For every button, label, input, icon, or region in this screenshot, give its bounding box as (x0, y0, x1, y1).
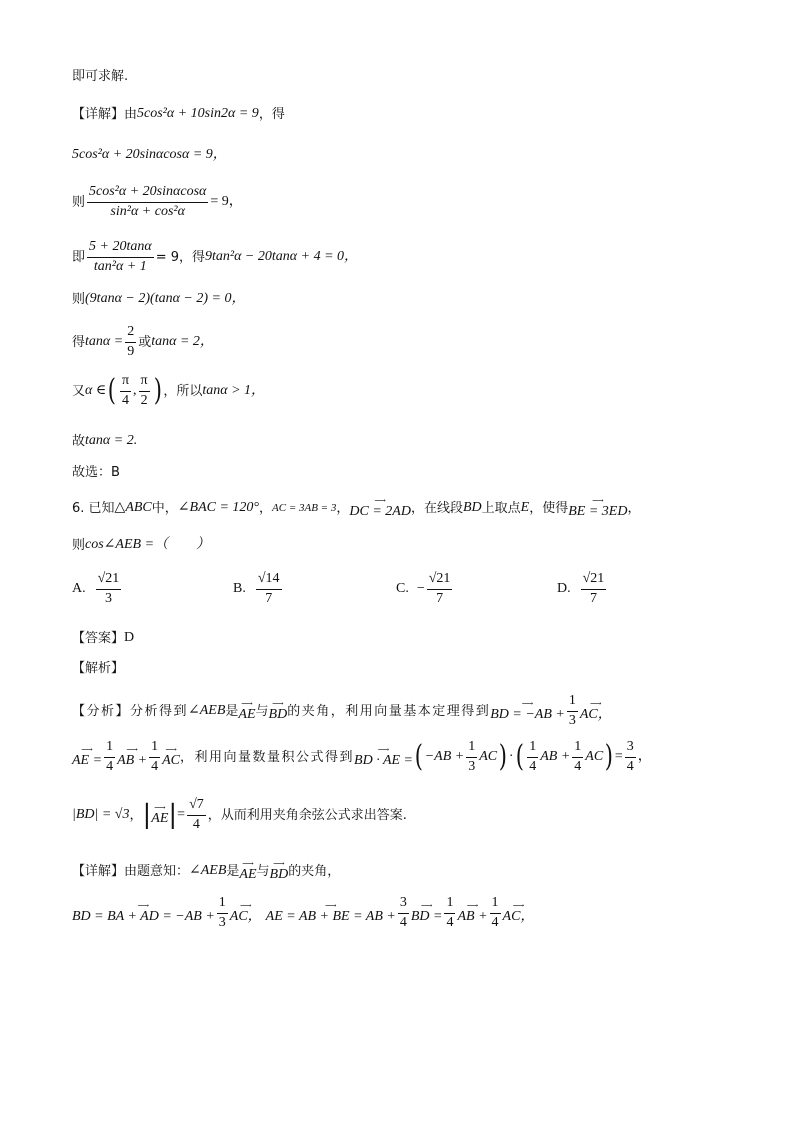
vector-arrow: ⟶ (325, 901, 337, 911)
numerator: √14 (256, 572, 282, 590)
analysis-heading (72, 662, 124, 675)
denominator: 4 (626, 758, 634, 774)
numerator: 1 (572, 740, 583, 758)
vector (269, 700, 288, 722)
vector (151, 804, 168, 826)
vector (117, 746, 147, 768)
equation: = 9， (210, 194, 243, 210)
text-line (72, 70, 128, 83)
vector-arrow: ⟶ (592, 496, 604, 505)
vector-arrow: ⟶ (512, 901, 525, 911)
option-label: C. (396, 581, 409, 597)
vector-equation (72, 746, 102, 768)
vector (239, 860, 256, 882)
fraction (139, 374, 150, 408)
fraction (87, 185, 208, 219)
norm: |BD| = √3 (72, 807, 130, 823)
numerator: 1 (217, 896, 228, 914)
point: E (520, 500, 530, 515)
vector-text: AE = (72, 753, 103, 769)
fraction (490, 896, 501, 930)
vector-arrow: ⟶ (154, 803, 166, 813)
denominator: 3 (104, 590, 112, 606)
option-a[interactable] (72, 572, 123, 606)
left-paren: ( (515, 739, 524, 775)
left-paren: ( (107, 373, 117, 409)
text: 则 (72, 194, 86, 210)
choice-result: 故选：B (72, 465, 120, 480)
vector (230, 902, 262, 924)
vector-equation (72, 902, 215, 924)
vector-arrow: ⟶ (81, 745, 93, 755)
fraction (217, 896, 228, 930)
text: 与 (256, 863, 270, 879)
equation: 5cos²α + 10sin2α = 9 (137, 106, 259, 121)
text: ，所以 (163, 383, 203, 399)
text: 的夹角，利用向量基本定理得到 (287, 703, 491, 719)
analysis-label: 【解析】 (72, 661, 125, 676)
vector-text: AE (151, 811, 169, 827)
fraction (104, 740, 115, 774)
text: ，在线段 (410, 500, 463, 516)
denominator: 4 (491, 914, 499, 930)
analysis-line (72, 740, 652, 774)
denominator: 4 (399, 914, 407, 930)
analysis-line (72, 798, 407, 832)
expr: AB + (540, 749, 571, 765)
numerator: √21 (581, 572, 607, 590)
comma: , (133, 383, 137, 399)
equation: 9tan²α − 20tanα + 4 = 0， (205, 249, 359, 265)
comma: ， (637, 749, 652, 765)
fraction (149, 740, 160, 774)
vector-product (354, 746, 413, 768)
detail-line (72, 896, 534, 930)
equation-line (72, 374, 265, 408)
numerator: 1 (444, 896, 455, 914)
equation-line (72, 148, 227, 162)
text: ， (627, 500, 641, 516)
angle: ∠BAC = 120° (177, 500, 259, 515)
text: 即 (72, 249, 86, 265)
detail-label: 【详解】由 (72, 106, 138, 122)
vector-equation (349, 497, 411, 519)
equals: = (614, 749, 623, 765)
text: 故 (72, 433, 86, 449)
expr: −AB + (424, 749, 465, 765)
angle: ∠AEB (189, 863, 227, 878)
vector-text: AC (162, 753, 181, 769)
abs-bar: | (142, 800, 152, 831)
vector-arrow: ⟶ (272, 699, 284, 709)
text: 或 (138, 334, 152, 350)
vector-arrow: ⟶ (590, 699, 602, 709)
numerator: 1 (149, 740, 160, 758)
denominator: 7 (265, 590, 273, 606)
vector-text: BD (268, 707, 288, 723)
answer-value: D (124, 630, 135, 645)
fraction (625, 740, 636, 774)
fraction (96, 572, 122, 606)
vector (457, 902, 487, 924)
vector-text: BD = (410, 909, 443, 925)
vector-equation (490, 700, 565, 722)
vector-text: BD = BA + AD = −AB + (72, 909, 215, 925)
equation-line (72, 240, 358, 274)
text: 的夹角， (288, 863, 341, 879)
text: 【分析】分析得到 (72, 703, 189, 719)
numerator: 5cos²α + 20sinαcosα (87, 185, 208, 203)
vector-arrow: ⟶ (165, 745, 177, 755)
vector-arrow: ⟶ (241, 699, 253, 709)
expr: AC (479, 749, 498, 765)
equation: tanα = 2. (85, 433, 138, 448)
equation-line (72, 292, 245, 306)
detail-line (72, 107, 285, 121)
numerator: π (139, 374, 150, 392)
text: ，使得 (529, 500, 569, 516)
right-paren: ) (604, 739, 614, 775)
numerator: √21 (96, 572, 122, 590)
text-line (72, 434, 137, 448)
vector-text: AB + (457, 909, 488, 925)
text: 与 (255, 703, 269, 719)
triangle: △ABC (114, 500, 152, 515)
vector (238, 700, 255, 722)
denominator: 9 (127, 343, 135, 359)
denominator: 3 (218, 914, 226, 930)
equation: tanα = 2， (151, 334, 214, 350)
text: ，得 (258, 106, 285, 122)
denominator: 4 (192, 816, 200, 832)
numerator: √21 (427, 572, 453, 590)
detail-label: 【详解】由题意知： (72, 863, 190, 879)
option-label: B. (233, 581, 246, 597)
left-paren: ( (414, 739, 423, 775)
vector-arrow: ⟶ (521, 699, 534, 709)
vector (503, 902, 535, 924)
vector-text: AC， (579, 707, 612, 723)
denominator: sin²α + cos²α (110, 203, 185, 219)
vector (270, 860, 289, 882)
detail-line (72, 860, 340, 882)
numerator: 1 (104, 740, 115, 758)
question-ask (72, 538, 210, 552)
fraction (120, 374, 131, 408)
fraction (444, 896, 455, 930)
numerator: 1 (527, 740, 538, 758)
denominator: 3 (568, 712, 576, 728)
dot: · (508, 749, 514, 765)
option-label: A. (72, 581, 86, 597)
numerator: 1 (567, 694, 578, 712)
vector-text: AC， (229, 909, 262, 925)
equals: = (177, 807, 186, 823)
numerator: 5 + 20tanα (87, 240, 154, 258)
vector-arrow: ⟶ (273, 859, 285, 868)
abs-bar: | (168, 800, 178, 831)
right-paren: ) (153, 373, 162, 409)
equation: 5cos²α + 20sinαcosα = 9， (72, 147, 227, 162)
denominator: 4 (529, 758, 537, 774)
equation: tanα = (85, 334, 124, 350)
denominator: 7 (589, 590, 597, 606)
answer-line (72, 631, 134, 645)
text-line (72, 466, 120, 479)
numerator: π (120, 374, 131, 392)
text: 是 (225, 703, 239, 719)
equation: tanα > 1， (202, 383, 266, 399)
numerator: 1 (490, 896, 501, 914)
vector (580, 700, 612, 722)
option-b[interactable] (233, 572, 284, 606)
vector-text: AE (238, 707, 256, 723)
numerator: 2 (125, 325, 136, 343)
denominator: 4 (151, 758, 159, 774)
equation-line (72, 325, 214, 359)
vector-arrow: ⟶ (374, 496, 386, 505)
denominator: 4 (574, 758, 582, 774)
fraction (427, 572, 453, 606)
vector-arrow: ⟶ (126, 745, 138, 755)
denominator: 2 (140, 392, 148, 408)
equation: cos∠AEB =（ ） (85, 537, 211, 552)
vector-arrow: ⟶ (377, 745, 390, 755)
text: = 9，得 (155, 249, 205, 265)
option-label: D. (557, 581, 571, 597)
expr: AC (585, 749, 604, 765)
question-number: 6. 已知 (72, 500, 115, 516)
denominator: 3 (468, 758, 476, 774)
equation: α ∈ (85, 383, 107, 399)
sides: AC = 3AB = 3 (272, 501, 337, 514)
fraction (572, 740, 583, 774)
vector-text: AE = AB + BE = AB + (265, 909, 396, 925)
vector-text: AE (239, 867, 257, 882)
numerator: 3 (625, 740, 636, 758)
denominator: 4 (446, 914, 454, 930)
text: 中， (151, 500, 178, 516)
vector-arrow: ⟶ (137, 901, 150, 911)
option-c[interactable] (396, 572, 454, 606)
numerator: 3 (398, 896, 409, 914)
denominator: tan²α + 1 (93, 258, 147, 274)
text: 则 (72, 291, 86, 307)
fraction (87, 240, 154, 274)
fraction (527, 740, 538, 774)
vector-equation (266, 902, 396, 924)
vector-text: AC， (502, 909, 535, 925)
option-d[interactable] (557, 572, 608, 606)
vector-text: DC = 2AD (349, 504, 411, 519)
vector-text: BD (269, 867, 289, 882)
vector-arrow: ⟶ (239, 901, 252, 911)
vector (411, 902, 443, 924)
answer-label: 【答案】 (72, 630, 125, 646)
vector-text: AB + (117, 753, 148, 769)
fraction (466, 740, 477, 774)
fraction (581, 572, 607, 606)
right-paren: ) (498, 739, 508, 775)
denominator: 4 (106, 758, 114, 774)
vector-text: BD · AE = (354, 753, 413, 769)
text: 即可求解. (72, 69, 129, 84)
text: 则 (72, 537, 86, 553)
text: ，从而利用夹角余弦公式求出答案. (207, 807, 407, 823)
text: ，利用向量数量积公式得到 (180, 749, 355, 765)
vector-arrow: ⟶ (420, 901, 433, 911)
fraction (187, 798, 206, 832)
vector-text: BE = 3ED (568, 504, 628, 519)
segment: BD (462, 500, 482, 515)
equation: (9tanα − 2)(tanα − 2) = 0， (85, 291, 246, 306)
analysis-line (72, 694, 612, 728)
equation-line (72, 185, 243, 219)
vector-arrow: ⟶ (242, 859, 254, 868)
vector-arrow: ⟶ (466, 901, 479, 911)
denominator: 4 (121, 392, 129, 408)
text: ， (336, 500, 350, 516)
option-sign: − (416, 581, 425, 597)
vector-text: BD = −AB + (490, 707, 565, 723)
vector (162, 746, 180, 768)
comma: ， (129, 807, 143, 823)
fraction (256, 572, 282, 606)
fraction (398, 896, 409, 930)
text: 得 (72, 334, 86, 350)
text: 又 (72, 383, 86, 399)
text: 上取点 (481, 500, 521, 516)
question-stem (72, 497, 640, 519)
fraction (125, 325, 136, 359)
numerator: √7 (187, 798, 206, 816)
numerator: 1 (466, 740, 477, 758)
text: 是 (226, 863, 240, 879)
text: ， (259, 500, 273, 516)
vector-equation (568, 497, 627, 519)
fraction (567, 694, 578, 728)
denominator: 7 (436, 590, 444, 606)
angle: ∠AEB (188, 703, 226, 719)
